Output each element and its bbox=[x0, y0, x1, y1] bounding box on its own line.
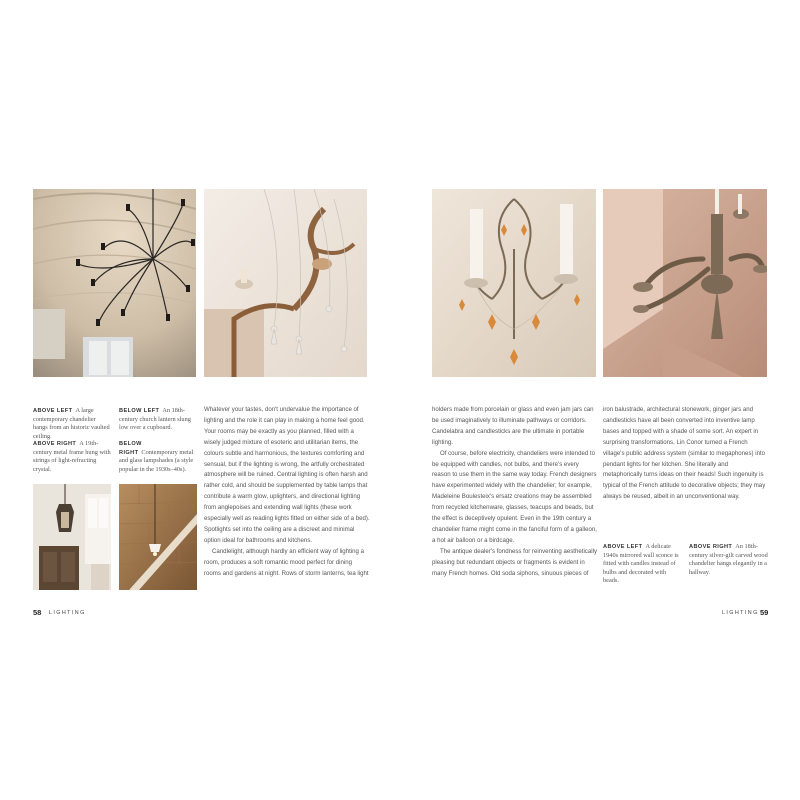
caption-text: Contemporary metal and glass lampshades (a style popular in the 1930s–40s). bbox=[119, 448, 194, 473]
caption-label: BELOW RIGHT bbox=[119, 441, 142, 456]
caption-above-left bbox=[33, 407, 111, 441]
left-body-text bbox=[204, 405, 370, 580]
photo-vaulted-chandelier bbox=[33, 189, 196, 377]
body-paragraph: Candlelight, although hardly an efficient way of lighting a room, produces a soft romantic mood perfect for dining rooms and gardens at night. Rows of storm lanterns, tea light bbox=[204, 547, 369, 577]
photo-crystal-chandelier bbox=[204, 189, 367, 377]
body-paragraph: iron balustrade, architectural stonework, ginger jars and candlesticks have all been converted into inventive lamp bases and topped with a shade of some sort. An expert in surprising transformations, Lin Conor turned a French village's public address system (similar to megaphones) into pendant lights for her kitchen. She literally and metaphorically turns ideas on their heads! Such ingenuity is typical of the French attitude to decorative objects; they may always be reused, albeit in an unconventional way. bbox=[603, 406, 766, 501]
body-paragraph: holders made from porcelain or glass and even jam jars can be used imaginatively to illuminate pathways or corridors. Candelabra and candlesticks are the ultimate in portable lighting. bbox=[432, 406, 594, 446]
page-number-right: 59 bbox=[760, 608, 769, 617]
page-number-left: 58 bbox=[33, 608, 42, 617]
right-body-col2 bbox=[603, 405, 768, 503]
caption-below-left bbox=[119, 407, 199, 433]
caption-text: An 18th-century church lantern slung low over a cupboard. bbox=[119, 407, 191, 432]
caption-above-right bbox=[33, 440, 111, 474]
photo-gilt-chandelier bbox=[603, 189, 767, 377]
body-paragraph: Whatever your tastes, don't undervalue the importance of lighting and the role it can play in making a home feel good. Your rooms may be exactly as you planned, filled with a wisely judged mixture of esoteric and utilitarian items, the colours subtle and harmonious, the textures comforting and sensual, but if the lighting is wrong, the artfully orchestrated atmosphere will be ruined. Central lighting is often harsh and rather cold, and should be supplemented by table lamps that contribute a warm glow, uplighters, and directional lighting from anglepoises and extending wall lights (these work especially well as reading lights fitted on either side of a bed). Spotlights set into the ceiling are a discreet and minimal option ideal for bathrooms and kitchens. bbox=[204, 406, 370, 544]
caption-text: An 18th-century silver-gilt carved wood chandelier hangs elegantly in a hallway. bbox=[689, 543, 768, 576]
caption-text: A 19th-century metal frame hung with strings of light-refracting crystal. bbox=[33, 440, 111, 473]
caption-label: BELOW LEFT bbox=[119, 408, 160, 414]
photo-wall-sconce bbox=[432, 189, 596, 377]
caption-text: A delicate 1940s mirrored wall sconce is fitted with candles instead of bulbs and decorated with beads. bbox=[603, 543, 679, 585]
photo-church-lantern bbox=[33, 484, 111, 590]
caption-label: ABOVE LEFT bbox=[603, 544, 643, 550]
caption-right-above-right bbox=[689, 543, 769, 577]
caption-label: ABOVE LEFT bbox=[33, 408, 73, 414]
photo-glass-lampshades bbox=[119, 484, 197, 590]
caption-label: ABOVE RIGHT bbox=[33, 441, 77, 447]
caption-text: A large contemporary chandelier hangs from an historic vaulted ceiling. bbox=[33, 407, 110, 440]
body-paragraph: Of course, before electricity, chandeliers were intended to be equipped with candles, not bulbs, and there's every reason to use them in the same way today. French designers have experimented widely with the chandelier; for example, Madeleine Boulesteix's ersatz creations may be assembled from recycled kitchenware, glasses, teacups and beads, but the effect is deceptively opulent. Even in the 19th century a chandelier frame might come in the fanciful form of a galleon, a hot air balloon or a birdcage. bbox=[432, 449, 597, 544]
caption-right-above-left bbox=[603, 543, 683, 586]
body-paragraph: The antique dealer's fondness for reinventing aesthetically pleasing but redundant objects or fragments is evident in many French homes. Old soda siphons, sinuous pieces of bbox=[432, 547, 597, 577]
right-body-col1 bbox=[432, 405, 597, 580]
caption-below-right bbox=[119, 440, 199, 474]
running-head-left: LIGHTING bbox=[49, 610, 86, 616]
running-head-right: LIGHTING bbox=[722, 610, 759, 616]
caption-label: ABOVE RIGHT bbox=[689, 544, 733, 550]
